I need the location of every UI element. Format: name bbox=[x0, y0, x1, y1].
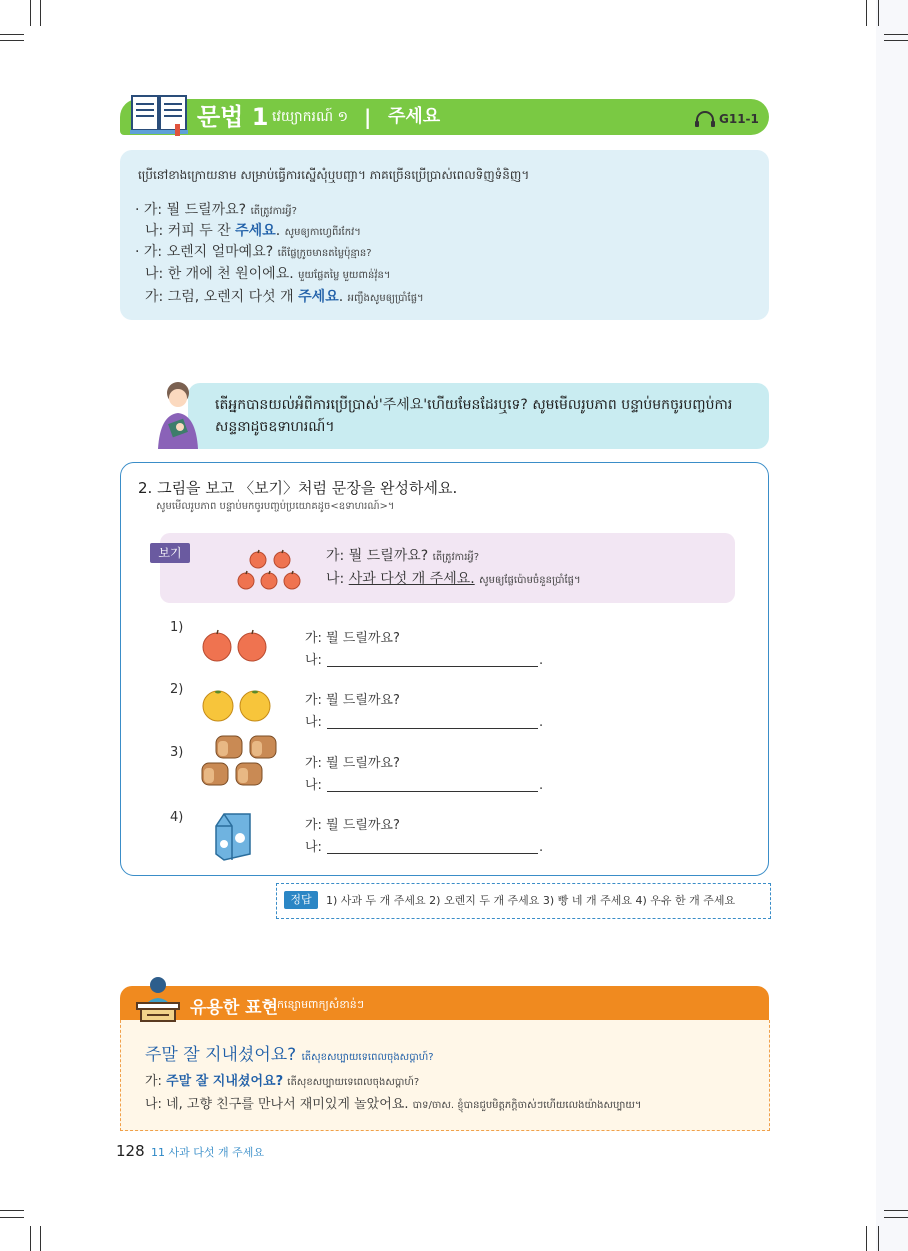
crop-mark bbox=[878, 0, 879, 26]
example-end: . bbox=[275, 223, 281, 239]
crop-mark bbox=[884, 1217, 908, 1218]
example-khmer: តើត្រូវការអ្វី? bbox=[250, 206, 297, 217]
useful-line-korean: 나: 네, 고향 친구를 만나서 재미있게 놀았어요. bbox=[145, 1097, 409, 1112]
example-khmer: អញ្ចឹងសូមឲ្យប្រាំផ្លែ។ bbox=[347, 293, 424, 304]
headphones-icon[interactable] bbox=[694, 110, 716, 128]
useful-line-2 bbox=[145, 1095, 642, 1116]
useful-line-khmer: បាទ/ចាស. ខ្ញុំបានជួបមិត្តភក្ដិចាស់ៗហើយលេងយ៉ាងសប្បាយ។ bbox=[412, 1100, 642, 1111]
apples-five-icon bbox=[234, 548, 304, 592]
useful-expression-khmer: កន្សោមពាក្យសំខាន់ៗ bbox=[277, 998, 364, 1011]
example-line bbox=[145, 221, 361, 243]
example-korean: 나: 한 개에 천 원이에요. bbox=[145, 266, 294, 282]
crop-mark bbox=[878, 1226, 879, 1251]
answer-blank[interactable] bbox=[327, 791, 538, 792]
example-question-text: 가: 뭘 드릴까요? bbox=[326, 548, 429, 564]
example-answer-text: 사과 다섯 개 주세요. bbox=[348, 571, 475, 587]
example-khmer: មួយផ្លែតម្លៃ មួយពាន់វ៉ុន។ bbox=[298, 270, 391, 281]
useful-main-korean: 주말 잘 지내셨어요? bbox=[145, 1045, 297, 1065]
useful-line-khmer: តើសុខសប្បាយទេពេលចុងសប្ដាហ៍? bbox=[287, 1077, 420, 1088]
item-end: . bbox=[539, 778, 544, 793]
example-korean: 나: 커피 두 잔 bbox=[145, 223, 236, 239]
crop-mark bbox=[884, 34, 908, 35]
grammar-separator: | bbox=[364, 105, 372, 129]
item-number: 1) bbox=[170, 620, 184, 635]
example-end: . bbox=[338, 289, 344, 305]
apples-two-icon bbox=[200, 628, 270, 662]
example-korean: 가: 오렌지 얼마예요? bbox=[143, 244, 274, 260]
bread-four-icon bbox=[200, 733, 278, 787]
crop-mark bbox=[866, 0, 867, 26]
answer-blank[interactable] bbox=[327, 728, 538, 729]
useful-expression-title: 유용한 표현 bbox=[190, 998, 279, 1018]
crop-mark bbox=[884, 40, 908, 41]
example-khmer: តើផ្លែក្រូចមានតម្លៃប៉ុន្មាន? bbox=[277, 248, 372, 259]
item-answer-label: 나: bbox=[305, 653, 322, 668]
chapter-title: 11 사과 다섯 개 주세요 bbox=[151, 1146, 264, 1159]
item-number: 2) bbox=[170, 682, 184, 697]
item-answer-label: 나: bbox=[305, 778, 322, 793]
example-line bbox=[135, 242, 372, 264]
bullet: · bbox=[135, 202, 140, 218]
crop-mark bbox=[884, 1210, 908, 1211]
crop-mark bbox=[0, 40, 24, 41]
useful-main-khmer: តើសុខសប្បាយទេពេលចុងសប្ដាហ៍? bbox=[301, 1052, 434, 1063]
teacher-illustration bbox=[150, 379, 206, 449]
item-end: . bbox=[539, 840, 544, 855]
tip-text: តើអ្នកបានយល់អំពីការប្រើប្រាស់'주세요'ហើយមែនដែរឬទេ? សូមមើលរូបភាព បន្ទាប់មកចូរបញ្ចប់ការសន្ទនាដូចឧទាហរណ៍។ bbox=[215, 397, 733, 435]
book-icon bbox=[130, 92, 188, 136]
answer-key-text: 1) 사과 두 개 주세요 2) 오렌지 두 개 주세요 3) 빵 네 개 주세요 4) 우유 한 개 주세요 bbox=[326, 894, 736, 907]
crop-mark bbox=[30, 1226, 31, 1251]
grammar-title: 문법 1 bbox=[197, 103, 269, 131]
example-highlight: 주세요 bbox=[235, 223, 276, 239]
item-question: 가: 뭘 드릴까요? bbox=[305, 818, 400, 833]
answer-key-tag: 정답 bbox=[284, 891, 318, 909]
useful-expression-main bbox=[145, 1040, 434, 1065]
bullet: · bbox=[135, 244, 140, 260]
item-answer-label: 나: bbox=[305, 840, 322, 855]
example-khmer: សូមឲ្យកាហ្វេពីរកែវ។ bbox=[284, 227, 361, 238]
item-end: . bbox=[539, 653, 544, 668]
item-question: 가: 뭘 드릴까요? bbox=[305, 693, 400, 708]
item-number: 4) bbox=[170, 810, 184, 825]
example-highlight: 주세요 bbox=[298, 289, 339, 305]
example-korean: 가: 뭘 드릴까요? bbox=[143, 202, 247, 218]
crop-mark bbox=[40, 1226, 41, 1251]
answer-blank[interactable] bbox=[327, 666, 538, 667]
item-end: . bbox=[539, 715, 544, 730]
crop-mark bbox=[30, 0, 31, 26]
example-answer bbox=[326, 570, 581, 590]
item-question: 가: 뭘 드릴까요? bbox=[305, 756, 400, 771]
exercise-subtitle: សូមមើលរូបភាព បន្ទាប់មកចូរបញ្ចប់ប្រយោគដូច<ឧទាហរណ៍>។ bbox=[156, 501, 395, 512]
milk-carton-icon bbox=[210, 810, 256, 862]
useful-line-1 bbox=[145, 1072, 419, 1093]
audio-track-code: G11-1 bbox=[719, 112, 759, 126]
grammar-pattern: 주세요 bbox=[388, 106, 441, 127]
example-answer-khmer: សូមឲ្យផ្លែប៉ោមចំនួនប្រាំផ្លែ។ bbox=[479, 575, 581, 586]
example-answer-prefix: 나: bbox=[326, 571, 349, 587]
item-number: 3) bbox=[170, 745, 184, 760]
useful-line-highlight: 주말 잘 지내셨어요? bbox=[166, 1074, 284, 1089]
example-line bbox=[145, 264, 390, 286]
item-question: 가: 뭘 드릴까요? bbox=[305, 631, 400, 646]
crop-mark bbox=[0, 1210, 24, 1211]
item-answer-label: 나: bbox=[305, 715, 322, 730]
example-korean: 가: 그럼, 오렌지 다섯 개 bbox=[145, 289, 299, 305]
oranges-two-icon bbox=[200, 688, 274, 722]
answer-blank[interactable] bbox=[327, 853, 538, 854]
example-line bbox=[135, 200, 297, 222]
crop-mark bbox=[0, 1217, 24, 1218]
person-at-desk-icon bbox=[135, 975, 181, 1023]
page-edge bbox=[876, 0, 908, 1251]
exercise-title: 2. 그림을 보고 〈보기〉처럼 문장을 완성하세요. bbox=[138, 479, 458, 497]
crop-mark bbox=[40, 0, 41, 26]
speaker-label: 가: bbox=[145, 1074, 167, 1089]
page-number: 128 bbox=[116, 1142, 145, 1160]
example-question bbox=[326, 547, 479, 567]
example-line bbox=[145, 287, 424, 309]
crop-mark bbox=[866, 1226, 867, 1251]
example-question-khmer: តើត្រូវការអ្វី? bbox=[432, 552, 480, 563]
grammar-explanation: ប្រើនៅខាងក្រោយនាម សម្រាប់ធ្វើការស្នើសុំឬបញ្ជា។ ភាគច្រើនប្រើប្រាស់ពេលទិញទំនិញ។ bbox=[138, 168, 530, 182]
example-tag: 보기 bbox=[150, 543, 190, 563]
crop-mark bbox=[0, 34, 24, 35]
grammar-khmer-label: វេយ្យាករណ៍ ១ bbox=[272, 109, 349, 125]
